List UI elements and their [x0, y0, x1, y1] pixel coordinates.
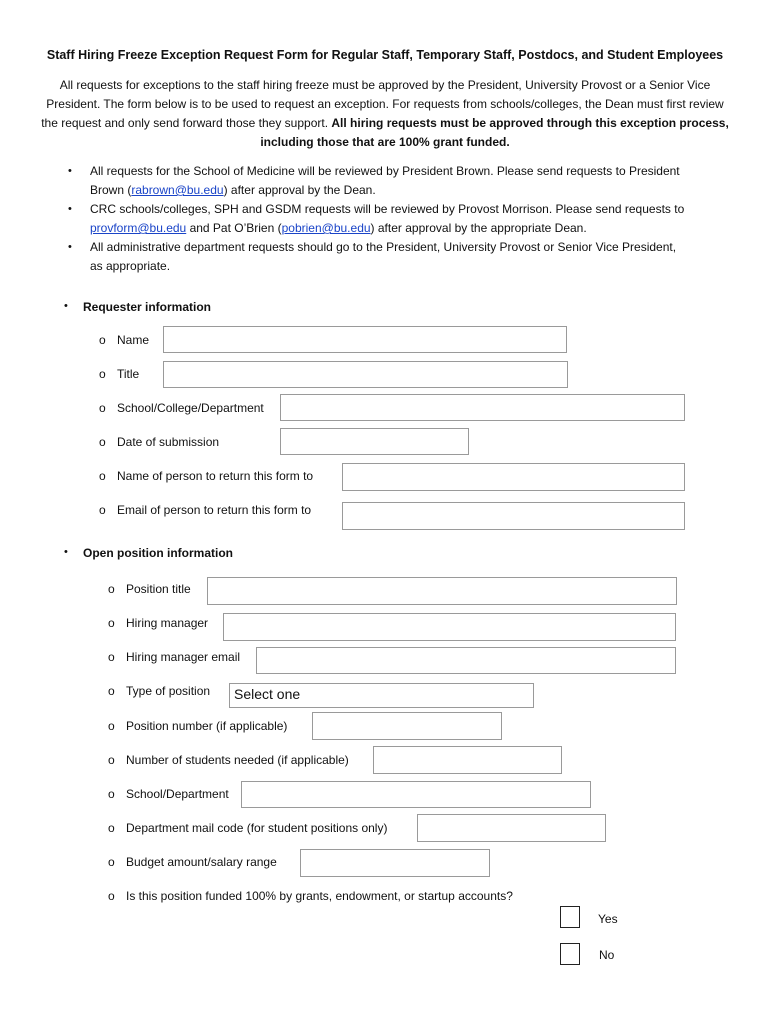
- position-type-select[interactable]: Select one: [229, 683, 534, 708]
- hiring-manager-email-label-text: Hiring manager email: [126, 650, 241, 664]
- students-needed-label-text: Number of students needed (if applicable): [126, 753, 349, 767]
- sub-bullet-icon: o: [99, 503, 106, 517]
- mail-code-label: [108, 821, 387, 835]
- note-crc-line-2: [90, 219, 684, 238]
- hiring-manager-email-label: [108, 650, 240, 664]
- position-number-label: [108, 719, 287, 733]
- sub-bullet-icon: o: [108, 753, 115, 767]
- provform-email-link[interactable]: provform@bu.edu: [90, 221, 187, 235]
- return-email-label-text: Email of person to return this form to: [117, 503, 312, 517]
- note-som-line-2: [90, 181, 680, 200]
- bullet-icon: •: [68, 165, 72, 177]
- position-number-label-text: Position number (if applicable): [126, 719, 288, 733]
- sub-bullet-icon: o: [99, 367, 106, 381]
- mail-code-label-text: Department mail code (for student positions only): [126, 821, 388, 835]
- budget-label: [108, 855, 277, 869]
- bullet-icon: •: [64, 300, 68, 312]
- position-type-label: [108, 684, 210, 698]
- sub-bullet-icon: o: [108, 821, 115, 835]
- intro-line-3-text: the request and only send forward those they support.: [41, 116, 329, 130]
- requester-heading: Requester information: [83, 300, 212, 314]
- school-label-text: School/College/Department: [117, 401, 264, 415]
- funded-question-label: [108, 889, 513, 903]
- sub-bullet-icon: o: [99, 435, 106, 449]
- note-crc-line-1: CRC schools/colleges, SPH and GSDM requests will be reviewed by Provost Morrison. Please send requests to: [90, 202, 685, 216]
- intro-paragraph: [22, 76, 748, 152]
- date-input[interactable]: [280, 428, 469, 455]
- position-type-label-text: Type of position: [126, 684, 211, 698]
- pobrien-email-link[interactable]: pobrien@bu.edu: [281, 221, 371, 235]
- rabrown-email-link[interactable]: rabrown@bu.edu: [131, 183, 224, 197]
- return-name-label-text: Name of person to return this form to: [117, 469, 314, 483]
- note-admin: [90, 238, 676, 276]
- students-needed-input[interactable]: [373, 746, 562, 774]
- note-crc: [90, 200, 684, 238]
- intro-line-1: All requests for exceptions to the staff hiring freeze must be approved by the President, University Provost or a Senior Vice: [59, 78, 711, 92]
- note-som: [90, 162, 680, 200]
- form-title: Staff Hiring Freeze Exception Request Form for Regular Staff, Temporary Staff, Postdocs, and Student Employees: [46, 48, 724, 62]
- title-input[interactable]: [163, 361, 568, 388]
- school-label: [99, 401, 264, 415]
- position-title-label-text: Position title: [126, 582, 191, 596]
- school-dept-input[interactable]: [241, 781, 591, 808]
- bullet-icon: •: [68, 203, 72, 215]
- school-dept-label: [108, 787, 229, 801]
- date-label: [99, 435, 219, 449]
- note-crc-mid: and Pat O’Brien (: [186, 221, 282, 235]
- note-som-line-1: All requests for the School of Medicine will be reviewed by President Brown. Please send requests to President: [90, 164, 680, 178]
- note-crc-post: ) after approval by the appropriate Dean.: [370, 221, 587, 235]
- school-input[interactable]: [280, 394, 685, 421]
- name-label: [99, 333, 149, 347]
- mail-code-input[interactable]: [417, 814, 606, 842]
- position-title-label: [108, 582, 191, 596]
- sub-bullet-icon: o: [99, 401, 106, 415]
- date-label-text: Date of submission: [117, 435, 220, 449]
- hiring-manager-email-input[interactable]: [256, 647, 676, 674]
- name-label-text: Name: [117, 333, 150, 347]
- budget-label-text: Budget amount/salary range: [126, 855, 277, 869]
- return-name-label: [99, 469, 313, 483]
- bullet-icon: •: [68, 241, 72, 253]
- funded-yes-checkbox[interactable]: [560, 906, 580, 928]
- funded-question-label-text: Is this position funded 100% by grants, endowment, or startup accounts?: [126, 889, 513, 903]
- bullet-icon: •: [64, 546, 68, 558]
- sub-bullet-icon: o: [108, 582, 115, 596]
- return-name-input[interactable]: [342, 463, 685, 491]
- funded-no-label: No: [599, 948, 615, 962]
- title-label-text: Title: [117, 367, 140, 381]
- position-title-input[interactable]: [207, 577, 677, 605]
- intro-line-2: President. The form below is to be used to request an exception. For requests from schools/colleges, the Dean must first review: [46, 97, 724, 111]
- students-needed-label: [108, 753, 349, 767]
- intro-line-4-bold: including those that are 100% grant funded.: [260, 135, 510, 149]
- name-input[interactable]: [163, 326, 567, 353]
- note-admin-line-1: All administrative department requests should go to the President, University Provost or Senior Vice President,: [90, 240, 677, 254]
- intro-line-3-bold: All hiring requests must be approved through this exception process,: [331, 116, 729, 130]
- hiring-manager-label: [108, 616, 208, 630]
- note-som-pre: Brown (: [90, 183, 132, 197]
- return-email-label: [99, 503, 311, 517]
- sub-bullet-icon: o: [108, 719, 115, 733]
- sub-bullet-icon: o: [108, 684, 115, 698]
- funded-no-checkbox[interactable]: [560, 943, 580, 965]
- return-email-input[interactable]: [342, 502, 685, 530]
- funded-yes-label: Yes: [598, 912, 618, 926]
- sub-bullet-icon: o: [99, 469, 106, 483]
- note-som-post: ) after approval by the Dean.: [223, 183, 376, 197]
- budget-input[interactable]: [300, 849, 490, 877]
- title-label: [99, 367, 139, 381]
- position-heading: Open position information: [83, 546, 233, 560]
- position-number-input[interactable]: [312, 712, 502, 740]
- sub-bullet-icon: o: [108, 889, 115, 903]
- school-dept-label-text: School/Department: [126, 787, 229, 801]
- intro-line-3: [22, 114, 748, 133]
- hiring-manager-input[interactable]: [223, 613, 676, 641]
- sub-bullet-icon: o: [108, 616, 115, 630]
- sub-bullet-icon: o: [99, 333, 106, 347]
- note-admin-line-2: as appropriate.: [90, 259, 171, 273]
- sub-bullet-icon: o: [108, 855, 115, 869]
- hiring-manager-label-text: Hiring manager: [126, 616, 209, 630]
- intro-line-4: [22, 133, 748, 152]
- sub-bullet-icon: o: [108, 650, 115, 664]
- sub-bullet-icon: o: [108, 787, 115, 801]
